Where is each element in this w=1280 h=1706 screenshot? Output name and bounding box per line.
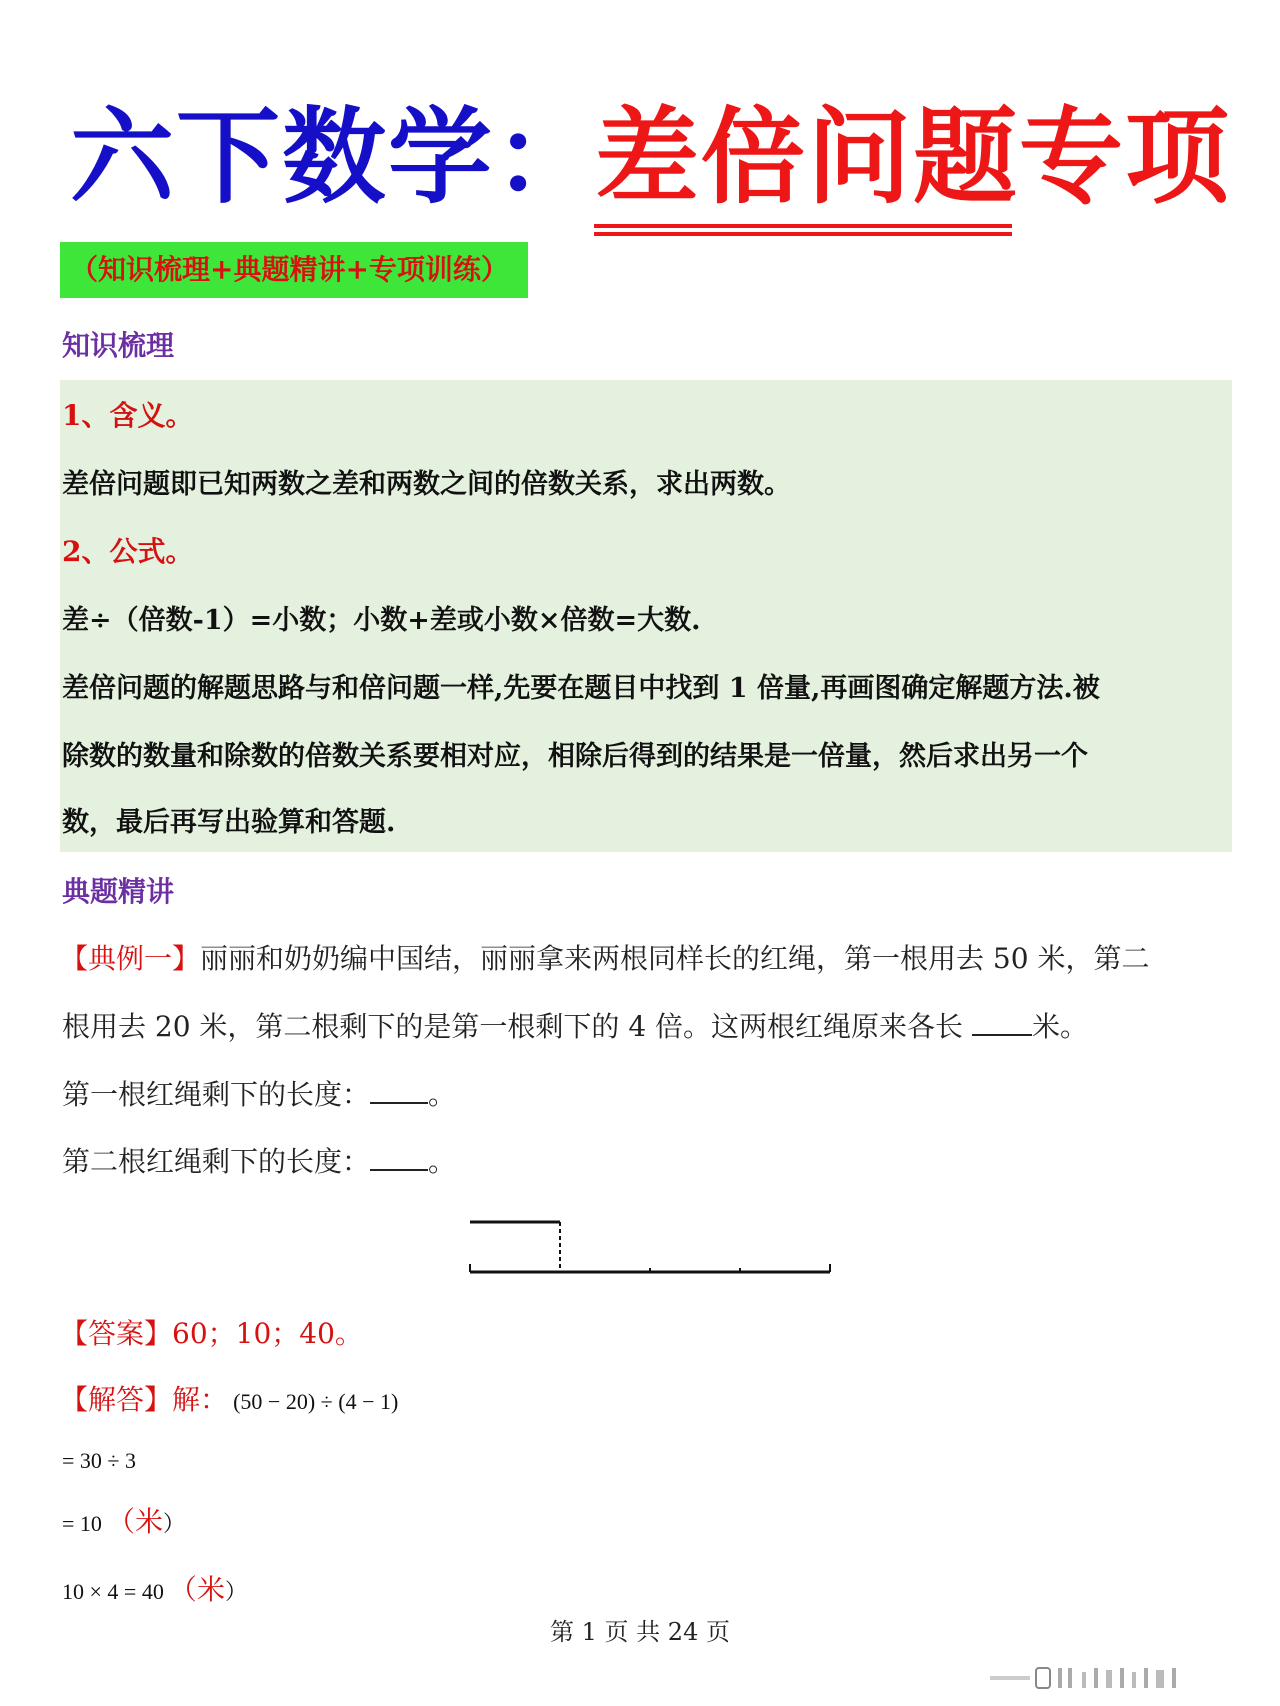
title-underline <box>594 224 1012 228</box>
title-underline-2 <box>594 232 1012 236</box>
watermark-logo <box>990 1664 1240 1694</box>
question-2 <box>62 1140 456 1180</box>
example-text-2-end: 米。 <box>1031 1010 1088 1043</box>
meaning-title: 1、含义。 <box>62 399 194 432</box>
formula-text: 差÷（倍数-1）=小数；小数+差或小数×倍数=大数. <box>62 605 701 636</box>
question-2-text: 第二根红绳剩下的长度： <box>62 1145 371 1178</box>
solution-step-1: (50 − 20) ÷ (4 − 1) <box>233 1389 399 1414</box>
question-1 <box>62 1073 456 1113</box>
unit-label-2: 米 <box>196 1573 225 1606</box>
segment-diagram <box>460 1210 840 1280</box>
formula-title: 2、公式。 <box>62 535 194 568</box>
title-subject: 六下数学： <box>70 96 601 218</box>
unit-close: ） <box>163 1511 186 1536</box>
example-heading: 典题精讲 <box>62 875 175 908</box>
unit-label: 米 <box>135 1505 164 1538</box>
solution-line-3 <box>62 1500 185 1540</box>
page-footer: 第 1 页 共 24 页 <box>550 1618 730 1646</box>
answer-blank <box>972 1012 1032 1036</box>
answer-value: 60；10；40。 <box>172 1317 363 1350</box>
knowledge-heading: 知识梳理 <box>62 329 175 362</box>
solution-line-4 <box>62 1568 247 1608</box>
solution-line-1 <box>60 1378 398 1418</box>
example-label: 【典例一】 <box>60 942 201 975</box>
solution-step-3: = 10 <box>62 1511 102 1536</box>
example-line-1 <box>60 937 1149 977</box>
question-1-blank <box>370 1080 428 1104</box>
method-line-3: 数，最后再写出验算和答题. <box>62 807 396 838</box>
question-2-blank <box>370 1147 428 1171</box>
question-2-end: 。 <box>428 1145 457 1178</box>
title-topic: 差倍问题专项 <box>595 96 1232 218</box>
method-line-1: 差倍问题的解题思路与和倍问题一样,先要在题目中找到 1 倍量,再画图确定解题方法.被 <box>62 673 1100 704</box>
example-line-2 <box>62 1005 1088 1045</box>
solution-label: 【解答】解： <box>60 1383 229 1416</box>
answer-line <box>60 1312 363 1352</box>
unit-open-2: （ <box>168 1573 197 1606</box>
solution-step-4: 10 × 4 = 40 <box>62 1579 164 1604</box>
question-1-end: 。 <box>428 1078 457 1111</box>
meaning-text: 差倍问题即已知两数之差和两数之间的倍数关系，求出两数。 <box>62 469 791 500</box>
solution-step-2: = 30 ÷ 3 <box>62 1448 136 1473</box>
method-line-2: 除数的数量和除数的倍数关系要相对应，相除后得到的结果是一倍量，然后求出另一个 <box>62 741 1088 772</box>
question-1-text: 第一根红绳剩下的长度： <box>62 1078 371 1111</box>
tagline-banner: （知识梳理+典题精讲+专项训练） <box>60 242 528 298</box>
example-text-1: 丽丽和奶奶编中国结，丽丽拿来两根同样长的红绳，第一根用去 50 米，第二 <box>200 942 1150 975</box>
knowledge-box <box>60 380 1232 852</box>
unit-close-2: ） <box>224 1579 247 1604</box>
page-title <box>0 92 1280 222</box>
unit-open: （ <box>107 1505 136 1538</box>
example-text-2: 根用去 20 米，第二根剩下的是第一根剩下的 4 倍。这两根红绳原来各长 <box>62 1010 964 1043</box>
answer-label: 【答案】 <box>60 1317 173 1350</box>
